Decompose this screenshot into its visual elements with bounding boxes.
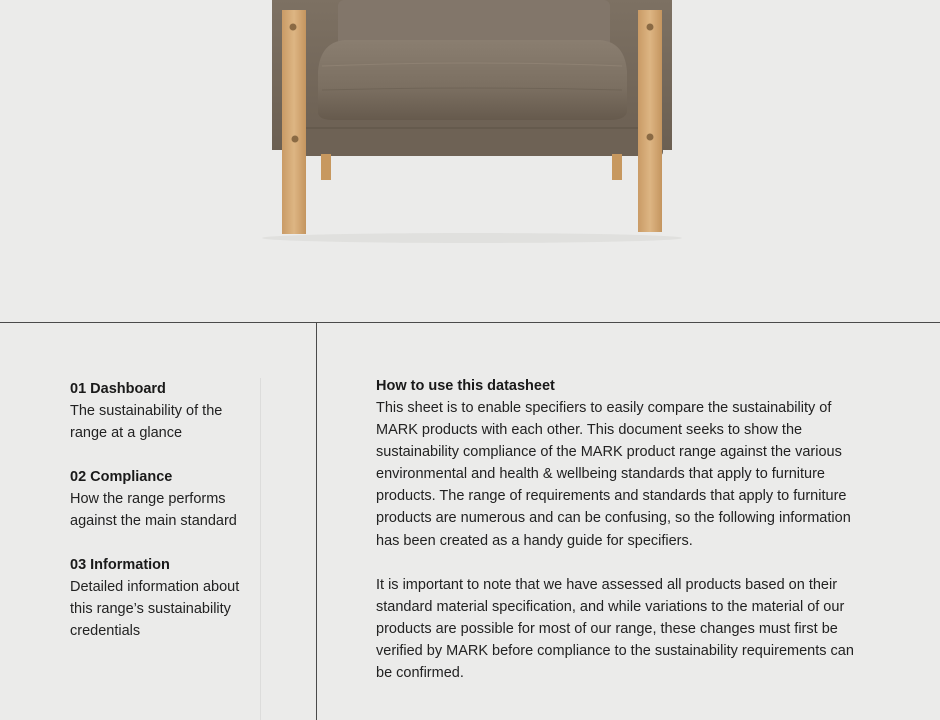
- toc-item-description: How the range performs against the main standard: [70, 491, 237, 529]
- toc-item-title: 01 Dashboard: [70, 381, 166, 397]
- toc-item-description: Detailed information about this range’s sustainability credentials: [70, 579, 240, 639]
- toc-item-compliance[interactable]: [70, 466, 260, 532]
- toc-item-description: The sustainability of the range at a glance: [70, 403, 223, 441]
- info-paragraph: This sheet is to enable specifiers to easily compare the sustainability of MARK products with each other. This document seeks to show the sustainability compliance of the MARK product range against the various environmental and health & wellbeing standards that apply to furniture products. The range of requirements and standards that apply to furniture products are numerous and can be confusing, so the following information has been created as a handy guide for specifiers.: [376, 400, 851, 549]
- toc-item-dashboard[interactable]: [70, 378, 260, 444]
- toc-item-title: 03 Information: [70, 557, 170, 573]
- product-hero: [0, 0, 940, 322]
- toc-item-information[interactable]: [70, 554, 260, 642]
- toc-item-title: 02 Compliance: [70, 469, 173, 485]
- info-heading: How to use this datasheet: [376, 378, 555, 394]
- datasheet-info: [376, 375, 866, 706]
- info-paragraph: It is important to note that we have assessed all products based on their standard material specification, and while variations to the material of our products are possible for most of our range, these changes must first be verified by MARK before compliance to the sustainability requirements can be confirmed.: [376, 576, 854, 682]
- horizontal-divider: [0, 322, 940, 323]
- vertical-divider: [316, 323, 317, 720]
- table-of-contents: [70, 378, 261, 720]
- armchair-image: [0, 0, 940, 322]
